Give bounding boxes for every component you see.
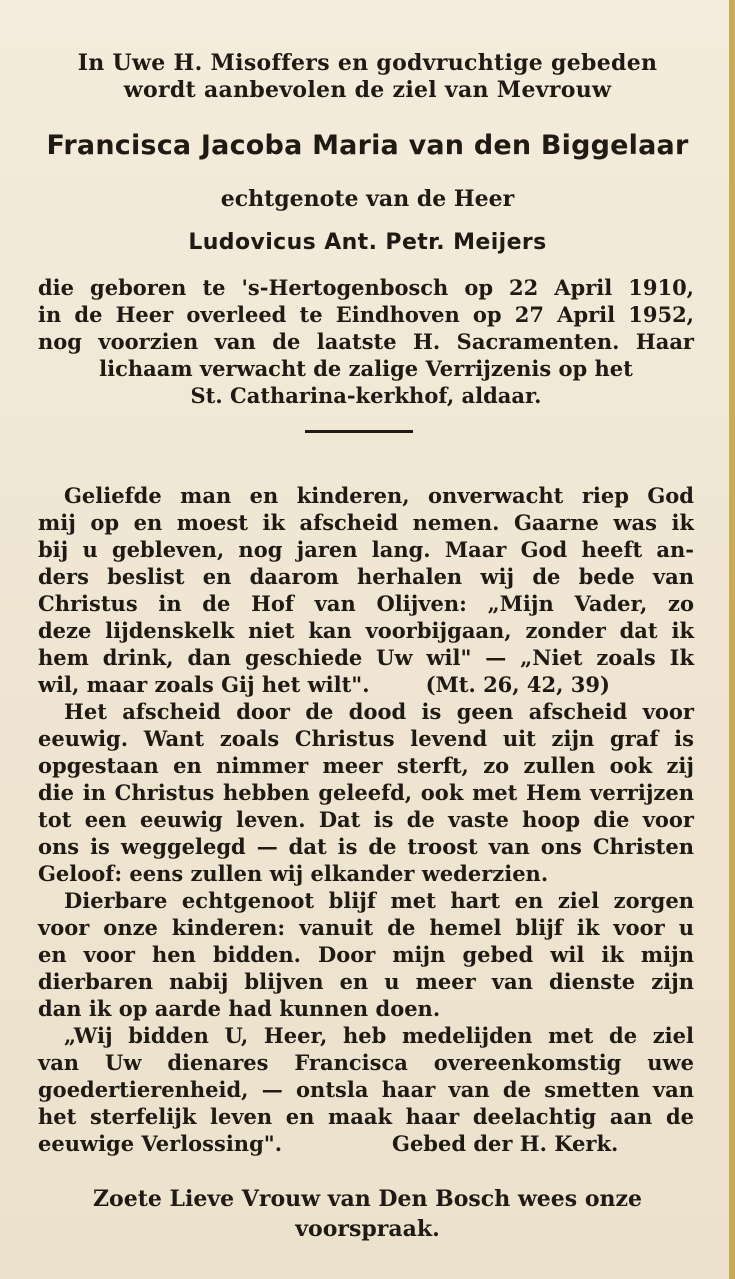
intro-line-1: In Uwe H. Misoffers en godvruchtige gebeden [77,50,658,76]
paragraph-4-last-line [38,1130,694,1157]
paragraph-3-line: Dierbare echtgenoot blijf met hart en ziel zorgen [64,888,694,913]
bio-line: lichaam verwacht de zalige Verrijzenis op het [99,356,633,381]
paragraph-2-line: ons is weggelegd — dat is de troost van ons Christen [38,834,694,859]
biography [38,274,694,409]
paragraph-1-line: Geliefde man en kinderen, onverwacht riep God [64,483,694,508]
spouse-name: Ludovicus Ant. Petr. Meijers [188,230,547,255]
paragraph-1-line: deze lijdenskelk niet kan voorbijgaan, zonder dat ik [38,618,694,643]
message-body [38,482,694,1157]
paragraph-3-line: dierbaren nabij blijven en u meer van dienste zijn [38,969,694,994]
closing-invocation [0,1184,735,1244]
paragraph-2-line: eeuwig. Want zoals Christus levend uit zijn graf is [38,726,694,751]
paragraph-1-line: mij op en moest ik afscheid nemen. Gaarne was ik [38,510,694,535]
paragraph-1-line: bij u gebleven, nog jaren lang. Maar God heeft an- [38,537,694,562]
paragraph-1-last-line [38,671,694,698]
bio-line: St. Catharina-kerkhof, aldaar. [190,383,542,408]
bio-line: in de Heer overleed te Eindhoven op 27 April 1952, [38,302,694,327]
paragraph-3-line: en voor hen bidden. Door mijn gebed wil ik mijn [38,942,694,967]
deceased-name: Francisca Jacoba Maria van den Biggelaar [46,130,689,161]
paragraph-2-line: die in Christus hebben geleefd, ook met Hem verrijzen [38,780,694,805]
paragraph-1-line: Christus in de Hof van Olijven: „Mijn Vader, zo [38,591,694,616]
intro-text [0,50,735,104]
prayer-source: Gebed der H. Kerk. [392,1131,619,1156]
bio-line: die geboren te 's-Hertogenbosch op 22 April 1910, [38,275,694,300]
paragraph-1-line: hem drink, dan geschiede Uw wil" — „Niet zoals Ik [38,645,694,670]
paragraph-4-line: het sterfelijk leven en maak haar deelachtig aan de [38,1104,694,1129]
paragraph-4-line: goedertierenheid, — ontsla haar van de smetten van [38,1077,694,1102]
spouse-label: echtgenote van de Heer [220,186,515,212]
paragraph-4-line: „Wij bidden U, Heer, heb medelijden met de ziel [64,1023,694,1048]
paragraph-2-line: Het afscheid door de dood is geen afscheid voor [64,699,694,724]
closing-line-1: Zoete Lieve Vrouw van Den Bosch wees onze [92,1186,642,1212]
scripture-reference: (Mt. 26, 42, 39) [425,672,610,697]
intro-line-2: wordt aanbevolen de ziel van Mevrouw [123,77,612,103]
paragraph-1-line: ders beslist en daarom herhalen wij de bede van [38,564,694,589]
bio-line: nog voorzien van de laatste H. Sacramenten. Haar [38,329,694,354]
paragraph-3-last-line: dan ik op aarde had kunnen doen. [38,996,441,1021]
paragraph-3-line: voor onze kinderen: vanuit de hemel blijf ik voor u [38,915,694,940]
paragraph-2-line: tot een eeuwig leven. Dat is de vaste hoop die voor [38,807,694,832]
paragraph-2-line: opgestaan en nimmer meer sterft, zo zullen ook zij [38,753,694,778]
paragraph-1-last: wil, maar zoals Gij het wilt". [38,672,370,697]
closing-line-2: voorspraak. [295,1216,440,1242]
divider-rule [305,430,413,433]
paragraph-2-last-line: Geloof: eens zullen wij elkander wederzien. [38,861,549,886]
paragraph-4-line: van Uw dienares Francisca overeenkomstig uwe [38,1050,694,1075]
paragraph-4-last: eeuwige Verlossing". [38,1131,283,1156]
